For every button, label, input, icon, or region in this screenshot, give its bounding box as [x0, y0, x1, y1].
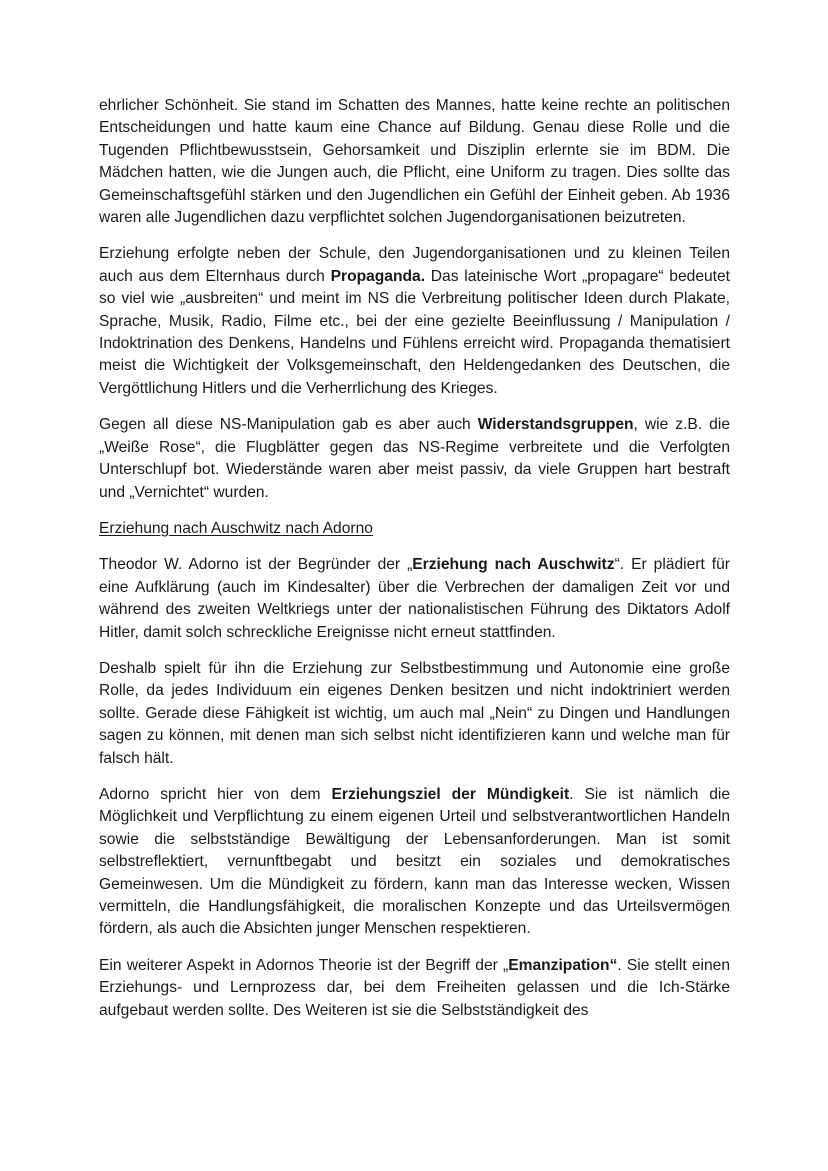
text-segment: Theodor W. Adorno ist der Begründer der „	[99, 556, 413, 574]
text-segment: ehrlicher Schönheit. Sie stand im Schatten des Mannes, hatte keine rechte an politischen Entscheidungen und hatte kaum eine Chance auf Bildung. Genau diese Rolle und die Tugenden Pflichtbewusstsein, Gehorsamkeit und Disziplin erlernte sie im BDM. Die Mädchen hatten, wie die Jungen auch, die Pflicht, eine Uniform zu tragen. Dies sollte das Gemeinschaftsgefühl stärken und den Jugendlichen ein Gefühl der Einheit geben. Ab 1936 waren alle Jugendlichen dazu verpflichtet solchen Jugendorganisationen beizutreten.	[99, 97, 730, 227]
text-segment: Deshalb spielt für ihn die Erziehung zur Selbstbestimmung und Autonomie eine große Rolle, da jedes Individuum ein eigenes Denken besitzen und nicht indoktriniert werden sollte. Gerade diese Fähigkeit ist wichtig, um auch mal „Nein“ zu Dingen und Handlungen sagen zu können, mit denen man sich selbst nicht identifizieren kann und welche man für falsch hält.	[99, 659, 730, 767]
bold-term-erziehung-nach-auschwitz: Erziehung nach Auschwitz	[412, 556, 615, 574]
text-segment: Ein weiterer Aspekt in Adornos Theorie ist der Begriff der „	[99, 956, 509, 974]
bold-term-propaganda: Propaganda.	[330, 267, 426, 285]
text-segment: Adorno spricht hier von dem	[99, 785, 332, 803]
bold-term-emanzipation: Emanzipation“	[508, 956, 618, 974]
paragraph-widerstand	[99, 414, 730, 504]
paragraph-selbstbestimmung	[99, 658, 730, 770]
paragraph-muendigkeit	[99, 784, 730, 941]
text-segment: Erziehung erfolgte neben der Schule, den Jugendorganisationen und zu kleinen Teilen auch aus dem Elternhaus durch	[99, 245, 730, 285]
paragraph-bdm	[99, 95, 730, 229]
text-segment: “. Er plädiert für eine Aufklärung (auch im Kindesalter) über die Verbrechen der damaligen Zeit vor und während des zweiten Weltkriegs unter der nationalistischen Führung des Diktators Adolf Hitler, damit solch schreckliche Ereignisse nicht erneut stattfinden.	[99, 556, 730, 641]
paragraph-emanzipation	[99, 955, 730, 1022]
bold-term-widerstandsgruppen: Widerstandsgruppen	[477, 416, 634, 434]
section-heading: Erziehung nach Auschwitz nach Adorno	[99, 519, 373, 537]
bold-term-erziehungsziel-muendigkeit: Erziehungsziel der Mündigkeit	[331, 785, 570, 803]
text-segment: Das lateinische Wort „propagare“ bedeutet so viel wie „ausbreiten“ und meint im NS die Verbreitung politischer Ideen durch Plakate, Sprache, Musik, Radio, Filme etc., bei der eine gezielte Beeinflussung / Manipulation / Indoktrination des Denkens, Handelns und Fühlens erreicht wird. Propaganda thematisiert meist die Wichtigkeit der Volksgemeinschaft, den Heldengedanken des Deutschen, die Vergöttlichung Hitlers und die Verherrlichung des Krieges.	[99, 267, 731, 397]
text-segment: . Sie ist nämlich die Möglichkeit und Verpflichtung zu einem eigenen Urteil und selbstverantwortlichen Handeln sowie die selbstständige Bewältigung der Lebensanforderungen. Man ist somit selbstreflektiert, vernunftbegabt und besitzt ein soziales und demokratisches Gemeinwesen. Um die Mündigkeit zu fördern, kann man das Interesse wecken, Wissen vermitteln, die Handlungsfähigkeit, die moralischen Konzepte und das Urteilsvermögen fördern, als auch die Absichten junger Menschen respektieren.	[99, 785, 731, 938]
paragraph-adorno-intro	[99, 554, 730, 644]
text-segment: . Sie stellt einen Erziehungs- und Lernprozess dar, bei dem Freiheiten gelassen und die Ich-Stärke aufgebaut werden sollte. Des Weiteren ist sie die Selbstständigkeit des	[99, 956, 730, 1019]
text-segment: Gegen all diese NS-Manipulation gab es aber auch	[99, 416, 478, 434]
paragraph-propaganda	[99, 243, 730, 400]
text-segment: , wie z.B. die „Weiße Rose“, die Flugblätter gegen das NS-Regime verbreitete und die Verfolgten Unterschlupf bot. Wiederstände waren aber meist passiv, da viele Gruppen hart bestraft und „Vernichtet“ wurden.	[99, 416, 730, 501]
